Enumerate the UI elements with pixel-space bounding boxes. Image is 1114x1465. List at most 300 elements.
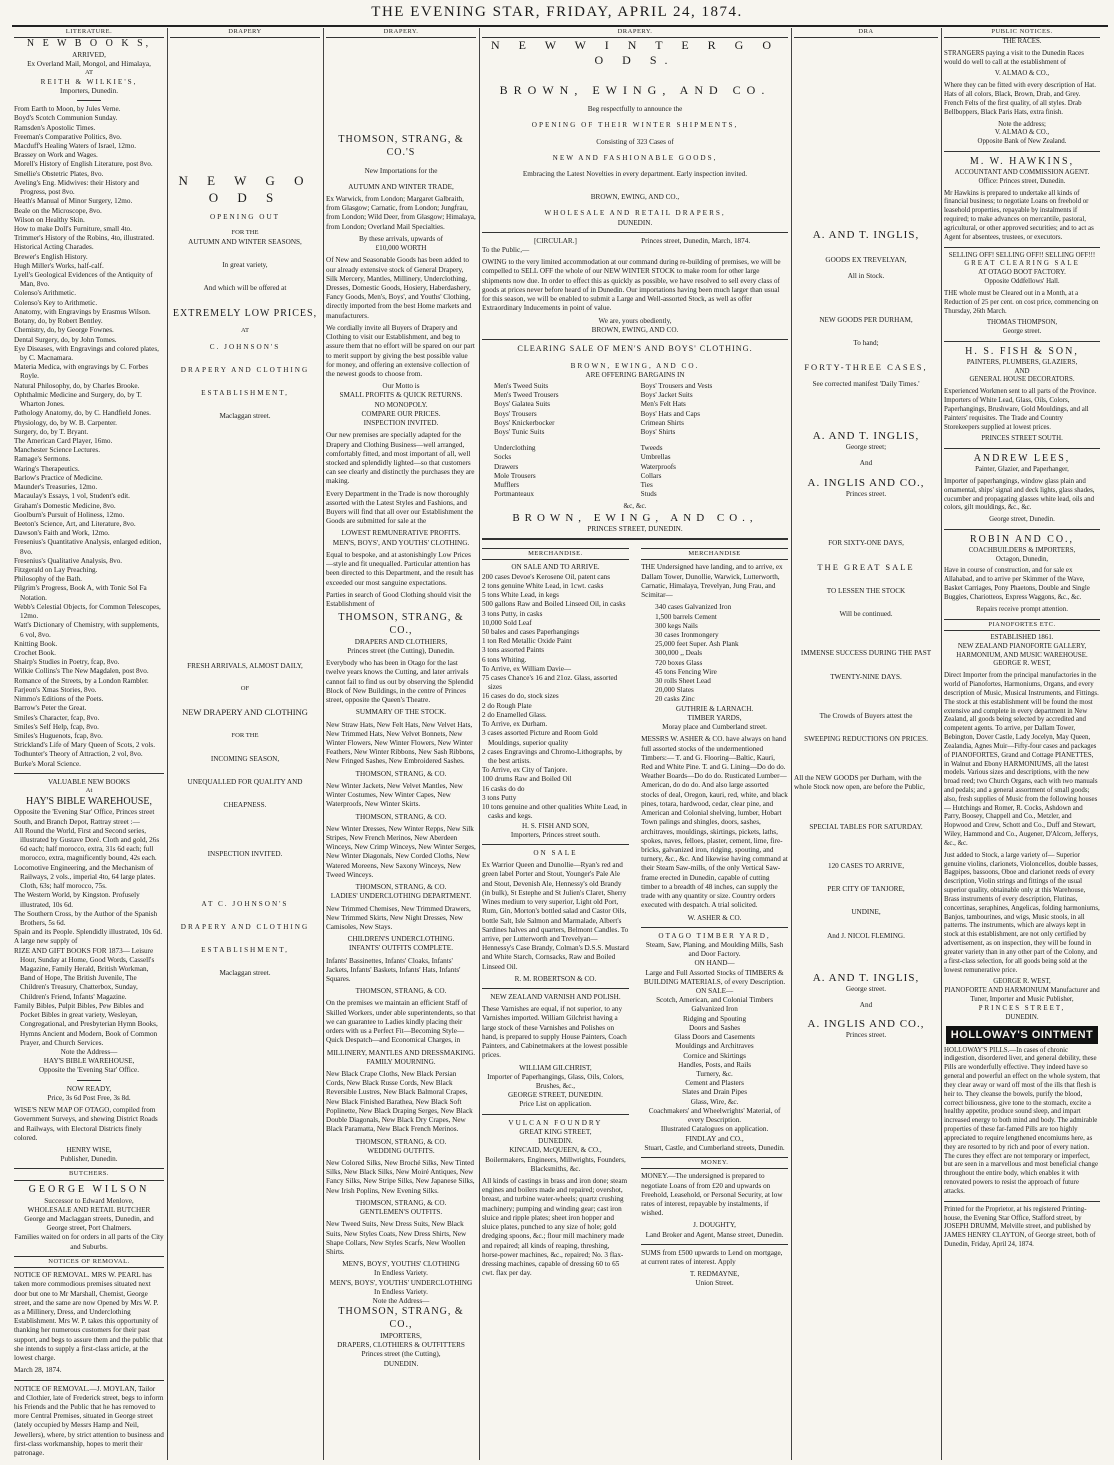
book-item: Brewer's English History. [14,252,88,261]
fresh-arrivals: FRESH ARRIVALS, ALMOST DAILY, [187,661,303,670]
lees-sub: Painter, Glazier, and Paperhanger, [975,466,1069,474]
etc: &c, &c. [623,501,647,510]
princes-street-2: Princes street. [845,1031,887,1040]
hats-paragraph: New Straw Hats, New Felt Hats, New Velvet Hats, New Trimmed Hats, New Velvet Bonnets, New Winter Flowers, New Winter Flowers, New Winter Feathers, New Winter Ribbons, New Sash Ribbons, New Fringed Sashes, New Embroidered Sashes. [326,720,475,766]
divider [944,529,1100,530]
book-item: Ophthalmic Medicine and Surgery, do, by T. Wharton Jones. [14,390,142,409]
on-sale-item: Cornice and Skirtings [683,1051,746,1060]
wise-name: HENRY WISE, [66,1145,112,1154]
inspection-invited: INSPECTION INVITED. [207,850,283,859]
column-inglis [794,38,938,1460]
bargain-item: Boys' Hats and Caps [640,409,701,418]
redmayne-name: T. REDMAYNE, [689,1270,740,1279]
suits-paragraph: New Tweed Suits, New Dress Suits, New Black Suits, New Styles Coats, New Dress Shirts, New Shape Collars, New Styles Scarfs, New Woollen Shirts. [326,1220,467,1256]
book-item: Natural Philosophy, do, by Charles Brooke. [14,381,140,390]
book-item: Webb's Celestial Objects, for Common Telescopes, 12mo. [14,602,161,621]
fashionable-goods: NEW AND FASHIONABLE GOODS, [552,153,718,162]
pianofortes-head: PIANOFORTES ETC. [944,619,1100,631]
otago-sub: Steam, Saw, Planing, and Moulding Mills, Sash and Door Factory. [645,940,784,959]
almao-name: V. ALMAO & CO., [994,70,1050,78]
sale-item: 3 tons assorted Paints [482,646,545,655]
book-item: Heath's Manual of Minor Surgery, 12mo. [14,197,133,206]
on-sale-item: Turnery, &c. [696,1070,733,1078]
on-sale-list [641,996,788,1107]
column-rule [479,28,480,1460]
column-rule [941,28,942,1460]
on-sale-item: Doors and Sashes [689,1023,741,1032]
gentlemens-outfits: GENTLEMEN'S OUTFITS. [359,1208,443,1217]
circular-date: Princes street, Dunedin, March, 1874. [641,236,751,245]
bargain-item: Men's Tweed Suits [494,381,549,390]
column-head-public-notices: PUBLIC NOTICES. [944,28,1100,38]
infants-paragraph: Infants' Bassinettes, Infants' Cloaks, Infants' Jackets, Infants' Baskets, Infants' Hats, Infants' Squares. [326,956,461,984]
divider [482,844,629,845]
fish-son-name: H. S. FISH & SON, [965,345,1079,357]
on-sale-item: Cement and Plasters [685,1079,744,1088]
lees-name: ANDREW LEES, [973,453,1071,465]
selling-off: SELLING OFF! SELLING OFF!! SELLING OFF!!! [948,251,1096,259]
beg-announce: Beg respectfully to announce the [587,105,683,114]
drapers-clothiers: DRAPERS AND CLOTHIERS, [354,637,448,646]
robin-sub: COACHBUILDERS & IMPORTERS, [968,546,1076,554]
dunedin: DUNEDIN. [617,218,653,227]
establishment-2: ESTABLISHMENT, [201,945,289,954]
book-item: Smiles's Character, fcap, 8vo. [14,713,100,722]
hays-note: Note the Address— [60,1048,118,1056]
column-thomson-strang [326,38,476,1460]
hays-opposite: Opposite the 'Evening Star' Office. [38,1066,140,1075]
sale-item: To Arrive, ex City of Tanjore. [482,766,568,775]
bespoke-paragraph: Equal to bespoke, and at astonishingly Low Prices—style and fit unequalled. Particular attention has been directed to this Department, and the result has exceeded our most sanguine expectations. [326,550,474,587]
thomson-sig: THOMSON, STRANG, & CO. [355,883,447,892]
landing-item: 30 cases Ironmongery [655,630,719,639]
removal-moylan: NOTICE OF REMOVAL.—J. MOYLAN, Tailor and Clothier, late of Frederick street, begs to inform his Friends and the Public that he has removed to more Central Premises, situated in George street (lately occupied by Messrs Hamp and Neil, Jewellers), where, by strict attention to business and first-class workmanship, hopes to merit their patronage. [14,1384,164,1458]
redmayne-sub: Union Street. [695,1279,734,1288]
divider [14,773,164,774]
all-in-stock: All in Stock. [847,272,885,281]
importers: IMPORTERS, [380,1331,422,1340]
for-the: FOR THE [231,229,259,237]
books-ships: Ex Overland Mail, Mongol, and Himalaya, [27,60,151,69]
thomson-strang-title: THOMSON, STRANG, & CO.'S [338,134,464,158]
book-item: Surgery, do, by T. Bryant. [14,427,89,436]
hawkins-sub: ACCOUNTANT AND COMMISSION AGENT. [954,168,1090,176]
nicol-fleming: And J. NICOL FLEMING. [827,931,905,940]
autumn-winter-seasons: AUTUMN AND WINTER SEASONS, [188,237,302,246]
coachmakers: Coachmakers' and Wheelwrights' Material, of every Description. [648,1106,781,1125]
on-hand: ON HAND— [694,959,735,968]
at-label: AT [240,327,250,335]
removal-date: March 28, 1874. [14,1366,62,1375]
compare-prices: COMPARE OUR PRICES. [361,409,441,418]
at-c-johnson: AT C. JOHNSON'S [201,899,289,908]
book-item: Goolburn's Pursuit of Holiness, 12mo. [14,510,125,519]
cheapness: CHEAPNESS. [223,801,267,810]
book-item: Wilson on Healthy Skin. [14,215,85,224]
on-sale-item: Mouldings and Architraves [675,1042,754,1051]
bargain-item: Portmanteaux [494,490,534,499]
great-sale: THE GREAT SALE [817,562,915,573]
divider [482,1114,629,1115]
column-head-drapery-3: DRAPERY. [482,28,788,38]
wise-publisher: Publisher, Dunedin. [60,1155,118,1164]
motto: SMALL PROFITS & QUICK RETURNS. [339,391,463,400]
book-item: Fresenius's Quantitative Analysis, enlarged edition, 8vo. [14,538,162,556]
inglis-title-2: A. AND T. INGLIS, [812,430,920,443]
almao-text: Where they can be fitted with every description of Hat. Hats of all colors, Black, Brown, Drab, and Grey. French Felts of the first quality, of all styles. Drab Bellboppers, Black Paris Hats, extra finish. [944,82,1096,116]
premises-paragraph: Our new premises are specially adapted for the Drapery and Clothing Business—well arranged, comfortably fitted, and most important of all, well stocked and splendidly lighted—so that customers can see clearly and distinctly the purchases they are making. [326,431,475,486]
almao-note: Note the address; [998,120,1046,128]
kincaid-sub: Boilermakers, Engineers, Millwrights, Founders, Blacksmiths, &c. [485,1155,626,1173]
book-item: Fitzgerald on Lay Preaching. [14,566,98,575]
price-list: Price List on application. [519,1100,592,1109]
kincaid-text: All kinds of castings in brass and iron done; steam engines and boilers made and repaired; overshot, breast, and turbine water-wheels; quartz crushing machinery; pumping and winding gear; cast iron sluice and ripple plates; sheet iron hopper and sluice plates, punched to any size of hole; gold dredging spoons, &c.; flour mill machinery made and repaired; all kinds of reaping, threshing, horse-power machines, &c., repaired; No. 3 flax-dressing machines, capable of dressing 60 to 65 cwt. flax per day. [482,1176,628,1278]
new-importations: New Importations for the [364,166,438,175]
chemises-paragraph: New Trimmed Chemises, New Trimmed Drawers, New Trimmed Skirts, New Night Dresses, New Camisoles, New Stays. [326,904,471,931]
book-item: Beeton's Science, Art, and Literature, 8vo. [14,519,136,528]
extremely-low-prices: EXTREMELY LOW PRICES, [172,307,318,319]
thompson-street: George street. [1002,328,1042,336]
book-item: Ramage's Sermons. [14,455,71,464]
note-address: Note the Address— [372,1297,430,1306]
hawkins-name: M. W. HAWKINS, [969,156,1075,168]
divider [77,100,101,101]
summary-of-stock: SUMMARY OF THE STOCK. [355,708,447,717]
inglis-co: A. INGLIS AND CO., [807,476,925,489]
princes-street-dunedin: PRINCES STREET, DUNEDIN. [587,524,683,533]
consisting-of: Consisting of 323 Cases of [596,137,674,146]
on-sale-item: Glass Doors and Casements [674,1033,755,1042]
on-sale-item: Slates and Drain Pipes [682,1088,747,1097]
book-item: Fresenius's Qualitative Analysis, 8vo. [14,556,123,565]
inglis-co-2: A. INGLIS AND CO., [807,1018,925,1031]
great-variety: In great variety, [222,261,268,270]
sale-item: 1 ton Red Metallic Oxide Paint [482,637,572,646]
book-item: Manchester Science Lectures. [14,446,101,455]
holloway-text: HOLLOWAY'S PILLS.—In cases of chronic indigestion, disordered liver, and general debility, these Pills are wonderfully effective. They indeed have so general and powerful an effect on the whole system, that they clear away or ward off most of the ills that flesh is heir to. They cleanse the bowels, purify the blood, correct biliousness, give tone to the stomach, excite a healthy appetite, produce sound sleep, and impart increased energy to both mind and body. The admirable properties of these far-famed Pills are too highly appreciated to require lengthened encomiums here, as they are resorted to by rich and poor of every nation. The cures they effect are not temporary or imperfect, but are seen in a marvellous and most beneficial change throughout the entire body, which enables it with renovated powers to resist the approach of future attacks. [944,1046,1100,1195]
special-tables: SPECIAL TABLES FOR SATURDAY. [809,822,923,831]
for-the-2: FOR THE [231,732,259,740]
book-item: Trimmer's History of the Robins, 4to, illustrated. [14,234,155,243]
cases-to-arrive: 120 CASES TO ARRIVE, [827,861,904,870]
bargain-item: Boys' Tunic Suits [494,428,545,437]
divider [944,1201,1100,1202]
lees-text: Importer of paperhangings, window glass plain and ornamental, ships' signal and deck lights, glass shades, cucumber and propagating glasses white lead, oils and colors, gilt mouldings, &c., &c. [944,477,1095,512]
bargain-item [494,437,629,444]
clearing-sale: CLEARING SALE OF MEN'S AND BOYS' CLOTHING. [517,344,753,354]
bargain-item: Studs [640,490,657,499]
vulcan-street: GREAT KING STREET, [519,1127,592,1136]
on-sale-item: Ridging and Spouting [683,1014,747,1023]
george-street-2: George street. [845,984,887,993]
books-at: AT [84,69,94,77]
now-ready: NOW READY, [66,1084,112,1093]
removal-head: NOTICES OF REMOVAL. [14,1256,164,1268]
butchers-head: BUTCHERS. [14,1168,164,1180]
bargains-left [494,382,629,500]
almao-name-2: V. ALMAO & CO., [994,129,1050,137]
inglis-title: A. AND T. INGLIS, [812,229,920,241]
bargain-item: Boys' Trousers [494,409,537,418]
thomson-sig: THOMSON, STRANG, & CO. [355,1198,447,1207]
fish-importers: Importers, Princes street south. [510,830,601,839]
west-sub: PIANOFORTE AND HARMONIUM Manufacturer and Tuner, Importer and Music Publisher, [944,987,1100,1004]
bargain-item: Mole Trousers [494,471,536,480]
divider [944,341,1100,342]
landing-item: 300,000 ,, Deals [655,649,703,658]
book-item: Lyell's Geological Evidences of the Antiquity of Man, 8vo. [14,271,153,289]
almao-opposite: Opposite Bank of New Zealand. [977,138,1067,146]
hays-item: The Western World, by Kingston. Profusely illustrated, 10s 6d. [14,891,140,909]
mens-clothing-2: MEN'S, BOYS', YOUTHS' CLOTHING [342,1260,460,1269]
column-rule [791,28,792,1460]
divider [482,339,788,340]
book-item: How to make Doll's Furniture, small 4to. [14,224,132,233]
book-item: Romance of the Streets, by a London Rambler. [14,676,149,685]
sweeping-reductions: SWEEPING REDUCTIONS ON PRICES. [804,735,928,744]
unequalled: UNEQUALLED FOR QUALITY AND [187,777,303,786]
silks-paragraph: New Colored Silks, New Broché Silks, New Tinted Silks, New Black Silks, New Moiré Antiques, New Fancy Silks, New Stripe Silks, New Japanese Silks, New Irish Poplins, New Evening Silks. [326,1158,475,1195]
on-sale-head: ON SALE [533,848,578,857]
mourning-paragraph: New Black Crape Cloths, New Black Persian Cords, New Black Russe Cords, New Black Reversible Lustres, New Black Balmoral Crapes, New Black Finished Barathea, New Black Soft Poplinette, New Black Draping Serges, New Black Double Diagonals, New Black Dry Crapes, New Black Paramatta, New Black French Merinos. [326,1070,473,1134]
gilchrist-sub: Importer of Paperhangings, Glass, Oils, Colors, Brushes, &c., [487,1072,624,1090]
brown-ewing-4: BROWN, EWING, AND CO. [570,361,700,370]
invite-paragraph: We cordially invite all Buyers of Drapery and Clothing to visit our Establishment, and beg to assure them that no effort will be spared on our part to merit support by giving the best possible value for money, and offering an extensive collection of the newest goods to choose from. [326,323,475,378]
reith-wilkie: REITH & WILKIE'S, [40,77,138,86]
robin-repairs: Repairs receive prompt attention. [976,605,1068,613]
sale-item: 75 cases Chance's 16 and 21oz. Glass, assorted sizes [482,674,618,692]
book-item: Materia Medica, with engravings by C. Forbes Royle. [14,363,149,381]
timber-text: MESSRS W. ASHER & CO. have always on hand full assorted stocks of the undermentioned Timbers:— T. and G. Flooring—Baltic, Kauri, Red and White Pine. T. and G. Lining—Do do do. Weather Boards—Do do do. Rusticated Lumber—American, do do do. And also large assorted stocks of deal, Oregon, kauri, red, white, and black pines, totara, hardwood, cedar, clear pine, and American and Colonial shelving, lumber, Hobart Town palings and shingles, doors, sashes, architraves, mouldings, skirtings, pickets, laths, spokes, naves, felloes, plaster, cement, lime, fire-bricks, galvanized iron, ridging, spouting, and turnery, &c., &c. And likewise having command at their Steam Saw-mills, of the only Vertical Saw-frame erected in Dunedin, capable of cutting timber to a breadth of 48 inches, can supply the trade with any quantity or size. Country orders executed with despatch. A trial solicited. [641,735,788,910]
divider [482,232,788,233]
west-text: Direct Importer from the principal manufactories in the world of Pianofortes, Harmoniums, Organs, and every description of Music, Musical Instruments, and Fittings. The stock at this establishment will be found the most extensive and complete in every department in New Zealand, all goods being selected by accredited and competent agents. To arrive, per Dallam Tower, Bebington, Dover Castle, Lady Jocelyn, May Queen, Zealandia, Agnes Muir—Fifty-four cases and packages of PIANOFORTES, Grand and Cottage PIANETTES, in Walnut and Ebony HARMONIUMS, all the latest models. Various sizes and descriptions, with the new broad reed; two Church Organs, each with two manuals and pedals; and a general assortment of small goods; also, fresh supplies of Music from the following houses— Hutchings and Romer, R. Cocks, Ashdown and Parry, Boosey, Chappell and Co., Metzler, and Hopwood and Crew, Schott and Co., Duff and Stewart, Wiley, Hammond and Co., Augener, D'Alcorn, Jefferys, &c., &c. [944,672,1099,847]
hays-list [14,827,164,1048]
landing-item: 20,000 Slates [655,686,694,695]
divider [944,151,1100,152]
brown-ewing-5: BROWN, EWING, AND CO., [512,511,758,524]
bargain-item: Boys' Jacket Suits [640,391,693,400]
book-item: Brassey on Work and Wages. [14,151,98,160]
valuable-books-head: VALUABLE NEW BOOKS [48,777,130,786]
removal-pearl: NOTICE OF REMOVAL. MRS W. PEARL has taken more commodious premises situated next door but one to Mr Marshall, Chemist, George street, and the same are now Opened by Mrs W. P. as a Millinery, Dress, and Underclothing Establishment. Mrs W. P. takes this opportunity of thanking her numerous customers for their past support, and begs to assure them and the public that she intends to supply a first-class article, at the lowest charge. [14,1271,163,1363]
hays-address: Opposite the 'Evening Star' Office, Princes street South, and Branch Depot, Rattray street :— [14,808,155,826]
money-text: MONEY.—The undersigned is prepared to negotiate Loans of from £20 and upwards on Freehold, Leasehold, or Personal Security, at low rates of interest, repayable by instalments, if wished. [641,1172,783,1218]
nz-pianoforte: NEW ZEALAND PIANOFORTE GALLERY, HARMONIUM, AND MUSIC WAREHOUSE. [956,642,1088,659]
timber-address: Moray place and Cumberland street. [662,723,767,732]
timber-yards: TIMBER YARDS, [687,713,742,722]
book-item: Historical Acting Charades. [14,243,94,252]
family-mourning: FAMILY MOURNING. [366,1057,436,1066]
inglis-title-3: A. AND T. INGLIS, [812,971,920,984]
book-item: Nimmo's Editions of the Poets. [14,695,104,704]
bargain-item: Waterproofs [640,462,676,471]
column-literature [14,38,164,1460]
new-goods-title: N E W G O O D S [178,173,312,205]
divider [482,988,629,989]
crowds-of-buyers: The Crowds of Buyers attest the [819,711,913,720]
column-head-drapery-4: DRA [794,28,938,38]
west-city: DUNEDIN. [1005,1013,1039,1021]
ladies-underclothing: LADIES' UNDERCLOTHING DEPARTMENT. [330,892,472,901]
cutting-paragraph: Everybody who has been in Otago for the last twelve years knows the Cutting, and later arrivals cannot fail to find us out by observing the Splendid Block of New Buildings, in the centre of Princes street, opposite the Queen's Theatre. [326,659,474,705]
princes-street-2: Princes street (the Cutting), [361,1350,441,1359]
divider [944,247,1100,248]
column-rule [323,28,324,1460]
gilchrist-name: WILLIAM GILCHRIST, [519,1063,592,1072]
on-sale-arrive: ON SALE AND TO ARRIVE. [511,563,600,572]
book-item: Shairp's Studies in Poetry, fcap, 8vo. [14,658,120,667]
robin-name: ROBIN AND CO., [969,534,1075,545]
book-item: Burke's Moral Science. [14,759,81,768]
motto-intro: Our Motto is [382,382,420,391]
lessen-stock: TO LESSEN THE STOCK [826,586,906,595]
hawkins-text: Mr Hawkins is prepared to undertake all kinds of financial business; to negotiate Loans on freehold or leasehold properties, repayable by instalments if required; to make advances on mercantile, pastoral, agricultural, or other approved securities; and to act as Agent for absentees, trustees, or executors. [944,189,1094,241]
great-clearing-sale: GREAT CLEARING SALE [964,260,1080,268]
embracing-novelties: Embracing the Latest Novelties in every department. Early inspection invited. [522,169,748,178]
book-item: Knitting Book. [14,639,58,648]
sale-item: 16 cases do do, stock sizes [482,692,559,701]
circular-heading [482,237,788,246]
bargain-item: Ties [640,481,653,490]
robertson-sig: R. M. ROBERTSON & CO. [514,974,597,983]
to-the-public: To the Public,— [482,246,530,255]
asher-sig: W. ASHER & CO. [687,913,742,922]
sale-item: 2 cases Engravings and Chromo-Lithographs, by the best artists. [482,747,623,765]
robin-address: Octagon, Dunedin, [995,555,1049,563]
hays-item: A large new supply of [14,937,78,946]
circular-body: OWING to the very limited accommodation at our command during re-building of premises, we will be compelled to SELL OFF the whole of our NEW WINTER STOCK to make room for other large shipments now due. In order to effect this as quickly as possible, we have resolved to sell every class of goods at prices never before heard of in Dunedin. Our importations having been much larger than usual for this season, we will be enabled to submit a Large and Well-assorted Stock, as well as offer Extraordinary Inducements in point of value. [482,258,781,313]
west-name-2: GEORGE R. WEST, [993,978,1051,986]
races-text: STRANGERS paying a visit to the Dunedin Races would do well to call at the establishment of [944,49,1084,66]
book-list [14,105,164,769]
sale-item: 2 do Rough Plate [482,701,532,710]
sale-item: To Arrive, ex William Davie— [482,664,572,673]
on-hand-text: Large and Full Assorted Stocks of TIMBERS & BUILDING MATERIALS, of every Description. [643,968,786,986]
forty-three-cases: FORTY-THREE CASES, [804,361,928,372]
hays-item: All Round the World, First and Second series, illustrated by Gustave Doré. Cloth and gold, 26s 6d each; half morocco, extra, 31s 6d each; full morocco, extra, magnificently bound, 42s each. [14,826,160,863]
merchandise-head: MERCHANDISE. [482,548,629,560]
merchandise-right [641,544,788,1289]
book-item: Chemistry, do, by George Fownes. [14,326,114,335]
sale-item: 3 tons Putty, in casks [482,609,543,618]
established: ESTABLISHED 1861. [990,633,1054,641]
holloway-badge: HOLLOWAY'S OINTMENT [946,1026,1099,1044]
george-street: George street; [845,443,887,452]
merchandise-section [482,544,788,1289]
hays-name: HAY'S BIBLE WAREHOUSE, [43,1057,135,1066]
ships-list: Ex Warwick, from London; Margaret Galbraith, from Glasgow; Carnatic, from London; Jungfrau, from London; Wild Deer, from Glasgow; Himalaya, from London; Overland Mail Specialties. [326,195,476,231]
now-ready-price: Price, 3s 6d Post Free, 3s 8d. [47,1093,131,1102]
divider [14,1380,164,1381]
column-johnson [170,38,320,1460]
book-item: Smiles's Self Help, fcap, 8vo. [14,722,99,731]
opening-out: OPENING OUT [209,213,281,222]
divider [77,1080,101,1081]
maclaggan-street-2: Maclaggan street. [219,969,271,978]
bargain-item: Underclothing [494,444,536,453]
catalogues: Illustrated Catalogues on application. [660,1125,769,1134]
johnson-name: C. JOHNSON'S [209,342,281,351]
bargain-item: Mufflers [494,481,520,490]
divider [641,1244,788,1245]
bargain-item: Umbrellas [640,453,671,462]
stock-paragraph: Of New and Seasonable Goods has been added to our already extensive stock of General Drapery, Silk Mercery, Mantles, Millinery, Underclothing, Dresses, Domestic Goods, Hosiery, Haberdashery, Fancy Goods, Men's, Boys', and Youths' Clothing, directly imported from the best Home markets and manufacturers. [326,256,472,320]
book-item: Barlow's Practice of Medicine. [14,473,103,482]
findlay-name: FINDLAY and CO., [685,1134,744,1143]
princes-street-cutting: Princes street (the Cutting), Dunedin. [347,647,455,656]
landing-list [641,603,788,704]
sale-item: 16 casks do do [482,784,525,793]
sale-item: 100 drums Raw and Boiled Oil [482,775,572,784]
brown-ewing-title: BROWN, EWING, AND CO. [499,82,771,97]
hays-warehouse-head: HAY'S BIBLE WAREHOUSE, [26,795,152,807]
book-item: Strickland's Life of Mary Queen of Scots, 2 vols. [14,741,156,750]
sale-item: 500 gallons Raw and Boiled Linseed Oil, in casks [482,600,626,609]
bargain-item: Crimean Shirts [640,418,684,427]
books-arrived: ARRIVED, [72,50,106,59]
undersigned-text: THE Undersigned have landing, and to arrive, ex Dallam Tower, Dunollie, Warwick, Lutterworth, Carnatic, Himalaya, Trevelyan, Jung Frau, and Scimitar— [641,563,783,600]
on-sale-item: Handles, Posts, and Rails [678,1060,751,1069]
sale-item: 2 tons genuine White Lead, in 1cwt. casks [482,581,604,590]
fish-and: AND [1014,367,1030,375]
varnish-head: NEW ZEALAND VARNISH AND POLISH. [490,993,621,1002]
wilson-name: GEORGE WILSON [28,1183,150,1195]
bargain-item: Socks [494,453,512,462]
goods-trevelyan: GOODS EX TREVELYAN, [825,256,907,265]
dresses-paragraph: New Winter Dresses, New Winter Repps, New Silk Stripes, New French Merinos, New Aberdeen Winceys, New Crimp Winceys, New Winter Serges, New Winter Diagonals, New Corded Cloths, New Watered Moreens, New Saxony Winceys, New Tweed Winceys. [326,824,476,879]
outfitters: DRAPERS, CLOTHIERS & OUTFITTERS [337,1341,465,1350]
wilson-families: Families waited on for orders in all parts of the City and Suburbs. [14,1233,164,1251]
book-item: Watt's Dictionary of Chemistry, with supplements, 6 vol, 8vo. [14,621,159,639]
book-item: Barrow's Peter the Great. [14,704,87,713]
divider [944,448,1100,449]
west-name: GEORGE R. WEST, [993,660,1051,668]
landing-item: 30 rolls Sheet Lead [655,677,711,686]
endless-variety: In Endless Variety. [374,1269,428,1278]
endless-variety: In Endless Variety. [374,1287,428,1296]
divider [641,927,788,928]
hays-item: RIZE AND GIFT BOOKS FOR 1873— Leisure Hour, Sunday at Home, Good Words, Cassell's Magazine, Family Herald, British Workman, Band of Hope, The British Juvenile, The Children's Treasury, Chatterbox, Sunday, Children's Friend, Infants' Magazine. [14,946,155,1001]
landing-item: 300 kegs Nails [655,621,698,630]
bargain-item: Men's Felt Hats [640,400,686,409]
book-item: Morell's History of English Literature, post 8vo. [14,160,153,169]
and-label-2: And [859,1001,873,1010]
yours-obediently: We are, yours obediently, [598,316,672,325]
book-item: The American Card Player, 16mo. [14,436,113,445]
thomson-sig: THOMSON, STRANG, & CO. [355,769,447,778]
jackets-paragraph: New Winter Jackets, New Velvet Mantles, New Winter Costumes, New Winter Capes, New Waterproofs, New Winter Skirts. [326,781,463,809]
sale-item: 2 do Enamelled Glass. [482,710,547,719]
varnish-text: These Varnishes are equal, if not superior, to any Varnishes imported. William Gilchrist having a large stock of these Varnishes and Polishes on hand, is prepared to supply House Painters, Coach Painters, and Cabinetmakers at the lowest possible prices. [482,1005,628,1060]
book-item: Physiology, do, by W. B. Carpenter. [14,418,117,427]
bargains-right [641,382,776,500]
fish-general: GENERAL HOUSE DECORATORS. [969,376,1075,384]
will-continue: Will be continued. [839,610,893,619]
book-item: Eye Diseases, with Engravings and colored plates, by C. Macnamara. [14,344,159,363]
book-item: Boyd's Scotch Communion Sunday. [14,114,118,123]
book-item: Farjeon's Xmas Stories, 8vo. [14,685,97,694]
worth: £10,000 WORTH [375,244,427,253]
departments-paragraph: Every Department in the Trade is now thoroughly assorted with the Latest Styles and Fashions, and Buyers will find that all over our Establishment the Goods are submitted for sale at the [326,489,474,526]
doughty-sub: Land Broker and Agent, Manse street, Dunedin. [645,1230,784,1239]
book-item: Pathology Anatomy, do, by C. Handfield Jones. [14,409,151,418]
new-winter-goods: N E W W I N T E R G O O D S. [490,38,779,68]
findlay-address: Stuart, Castle, and Cumberland streets, Dunedin. [644,1143,785,1152]
wise-map-ad: WISE'S NEW MAP OF OTAGO, compiled from Government Surveys, and shewing District Roads and Railways, with Electoral Districts finely colored. [14,1106,158,1142]
new-goods-durham: NEW GOODS PER DURHAM, [819,315,913,324]
vulcan-foundry: VULCAN FOUNDRY [508,1118,603,1127]
masthead: THE EVENING STAR, FRIDAY, APRIL 24, 1874. [371,4,743,20]
